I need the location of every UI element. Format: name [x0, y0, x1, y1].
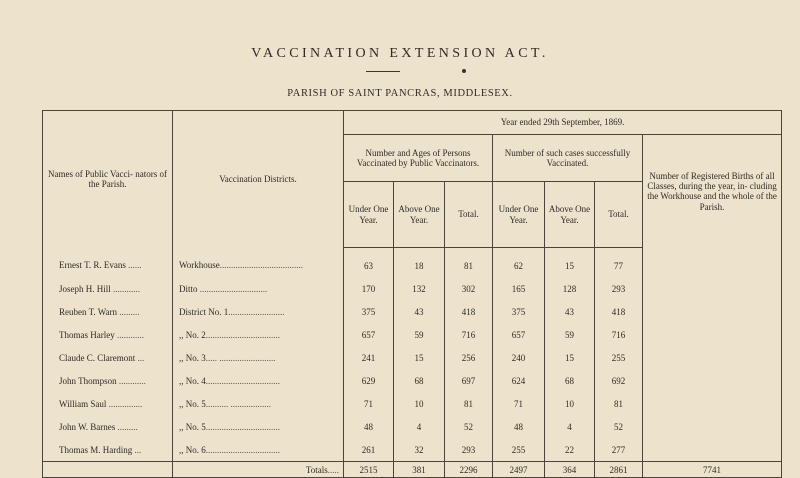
cell-s-total: 692	[595, 369, 643, 392]
header-vaccinated-group: Number and Ages of Persons Vaccinated by Public Vaccinators.	[344, 135, 493, 182]
vaccination-district: ,, No. 5.................................	[173, 415, 344, 438]
vaccination-district: ,, No. 4.................................	[173, 369, 344, 392]
cell-v-total: 302	[445, 277, 493, 300]
cell-s-total: 293	[595, 277, 643, 300]
cell-s-under: 657	[493, 323, 545, 346]
cell-s-total: 277	[595, 438, 643, 462]
header-names: Names of Public Vacci- nators of the Parish.	[43, 111, 173, 248]
total-s-above: 364	[545, 462, 595, 478]
cell-s-total: 52	[595, 415, 643, 438]
vaccinator-name: Thomas M. Harding ...	[43, 438, 173, 462]
cell-s-above: 68	[545, 369, 595, 392]
vaccination-district: Workhouse.....................................	[173, 248, 344, 278]
total-v-total: 2296	[445, 462, 493, 478]
cell-v-above: 4	[394, 415, 445, 438]
cell-v-total: 256	[445, 346, 493, 369]
total-v-above: 381	[394, 462, 445, 478]
title-dot	[462, 69, 466, 73]
header-v-above: Above One Year.	[394, 182, 445, 248]
cell-s-under: 624	[493, 369, 545, 392]
header-births: Number of Registered Births of all Classes, during the year, in- cluding the Workhouse and the whole of the Parish.	[647, 170, 777, 212]
cell-s-total: 255	[595, 346, 643, 369]
cell-s-under: 240	[493, 346, 545, 369]
cell-s-under: 165	[493, 277, 545, 300]
cell-v-under: 657	[344, 323, 394, 346]
cell-v-above: 18	[394, 248, 445, 278]
cell-s-total: 77	[595, 248, 643, 278]
total-births: 7741	[643, 462, 782, 478]
page-subtitle: PARISH OF SAINT PANCRAS, MIDDLESEX.	[287, 88, 513, 99]
cell-v-under: 63	[344, 248, 394, 278]
cell-s-above: 15	[545, 248, 595, 278]
page-title: VACCINATION EXTENSION ACT.	[251, 46, 549, 61]
header-success-group: Number of such cases successfully Vaccinated.	[493, 135, 643, 182]
cell-s-under: 255	[493, 438, 545, 462]
births-cell	[643, 248, 782, 462]
cell-v-above: 32	[394, 438, 445, 462]
cell-v-above: 132	[394, 277, 445, 300]
cell-v-under: 375	[344, 300, 394, 323]
cell-v-under: 629	[344, 369, 394, 392]
total-v-under: 2515	[344, 462, 394, 478]
table-row	[43, 248, 782, 278]
vaccination-district: ,, No. 2.................................	[173, 323, 344, 346]
cell-s-total: 716	[595, 323, 643, 346]
header-s-under: Under One Year.	[493, 182, 545, 248]
cell-v-above: 43	[394, 300, 445, 323]
cell-v-total: 293	[445, 438, 493, 462]
cell-v-above: 15	[394, 346, 445, 369]
cell-v-total: 716	[445, 323, 493, 346]
vaccinator-name: John Thompson ............	[43, 369, 173, 392]
vaccination-district: ,, No. 5.......... ..................	[173, 392, 344, 415]
cell-v-total: 52	[445, 415, 493, 438]
header-year: Year ended 29th September, 1869.	[344, 111, 782, 135]
title-rule	[366, 71, 400, 72]
cell-s-under: 71	[493, 392, 545, 415]
total-s-total: 2861	[595, 462, 643, 478]
cell-s-above: 15	[545, 346, 595, 369]
cell-s-above: 43	[545, 300, 595, 323]
cell-s-total: 418	[595, 300, 643, 323]
vaccinator-name: Claude C. Claremont ...	[43, 346, 173, 369]
vaccination-district: ,, No. 6.................................	[173, 438, 344, 462]
totals-label: Totals.....	[173, 462, 344, 478]
vaccinator-name: William Saul ...............	[43, 392, 173, 415]
cell-v-under: 170	[344, 277, 394, 300]
cell-v-under: 241	[344, 346, 394, 369]
total-s-under: 2497	[493, 462, 545, 478]
vaccinator-name: John W. Barnes .........	[43, 415, 173, 438]
cell-v-under: 261	[344, 438, 394, 462]
cell-s-above: 10	[545, 392, 595, 415]
cell-v-above: 10	[394, 392, 445, 415]
cell-s-under: 48	[493, 415, 545, 438]
vaccinator-name: Ernest T. R. Evans ......	[43, 248, 173, 278]
header-s-total: Total.	[595, 182, 643, 248]
vaccination-district: Ditto ..............................	[173, 277, 344, 300]
header-v-total: Total.	[445, 182, 493, 248]
cell-v-total: 697	[445, 369, 493, 392]
cell-s-total: 81	[595, 392, 643, 415]
cell-s-above: 128	[545, 277, 595, 300]
vaccination-table	[42, 110, 782, 478]
header-v-under: Under One Year.	[344, 182, 394, 248]
cell-v-under: 48	[344, 415, 394, 438]
totals-row	[43, 462, 782, 478]
header-districts: Vaccination Districts.	[173, 111, 344, 248]
header-s-above: Above One Year.	[545, 182, 595, 248]
cell-v-under: 71	[344, 392, 394, 415]
cell-v-total: 81	[445, 248, 493, 278]
cell-s-above: 22	[545, 438, 595, 462]
vaccinator-name: Joseph H. Hill ............	[43, 277, 173, 300]
vaccination-district: ,, No. 3..... .........................	[173, 346, 344, 369]
cell-s-under: 62	[493, 248, 545, 278]
cell-v-above: 59	[394, 323, 445, 346]
vaccination-district: District No. 1.........................	[173, 300, 344, 323]
cell-s-above: 59	[545, 323, 595, 346]
cell-v-total: 81	[445, 392, 493, 415]
cell-s-under: 375	[493, 300, 545, 323]
vaccinator-name: Reuben T. Warn .........	[43, 300, 173, 323]
cell-v-total: 418	[445, 300, 493, 323]
cell-s-above: 4	[545, 415, 595, 438]
cell-v-above: 68	[394, 369, 445, 392]
vaccinator-name: Thomas Harley ............	[43, 323, 173, 346]
